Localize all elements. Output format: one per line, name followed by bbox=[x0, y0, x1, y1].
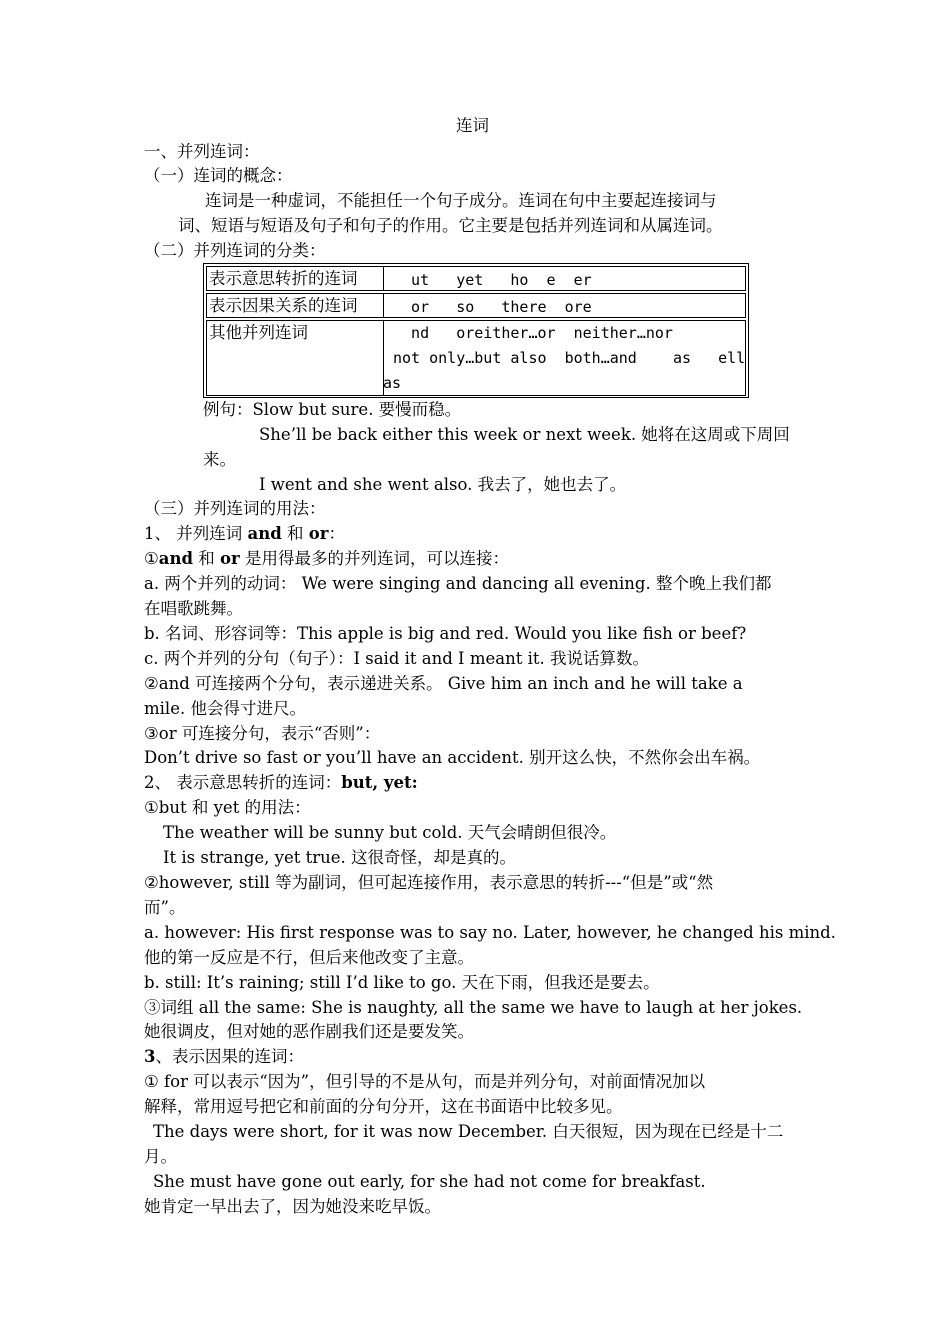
example-line: The weather will be sunny but cold. 天气会晴朗但很冷。 bbox=[163, 823, 617, 842]
example-line: 例句：Slow but sure. 要慢而稳。 bbox=[203, 400, 462, 419]
table-words: as bbox=[383, 374, 402, 392]
paragraph-line: mile. 他会得寸进尺。 bbox=[144, 699, 306, 718]
section-heading: 一、并列连词： bbox=[144, 142, 260, 161]
paragraph-line: c. 两个并列的分句（句子）：I said it and I meant it. 我说话算数。 bbox=[144, 649, 649, 668]
paragraph-line: 词、短语与短语及句子和句子的作用。它主要是包括并列连词和从属连词。 bbox=[178, 216, 723, 235]
table-label-cell bbox=[207, 267, 384, 290]
example-line: It is strange, yet true. 这很奇怪，却是真的。 bbox=[163, 848, 517, 867]
numbered-heading: 1、 并列连词 and 和 or： bbox=[144, 524, 345, 543]
numbered-heading: 3、表示因果的连词： bbox=[144, 1047, 304, 1066]
paragraph-line: ②however, still 等为副词，但可起连接作用，表示意思的转折---“但是”或“然 bbox=[144, 873, 714, 892]
paragraph-line: a. however: His first response was to say no. Later, however, he changed his mind. bbox=[144, 923, 836, 942]
paragraph-line: 连词是一种虚词，不能担任一个句子成分。连词在句中主要起连接词与 bbox=[205, 191, 717, 210]
paragraph-line: 她很调皮，但对她的恶作剧我们还是要发笑。 bbox=[144, 1022, 474, 1041]
paragraph-line: ①and 和 or 是用得最多的并列连词，可以连接： bbox=[144, 549, 509, 568]
table-row bbox=[206, 266, 746, 291]
paragraph-line: 在唱歌跳舞。 bbox=[144, 599, 243, 618]
example-line: She must have gone out early, for she had not come for breakfast. bbox=[153, 1172, 706, 1191]
table-label-cell bbox=[207, 321, 384, 395]
subsection-heading: （一）连词的概念： bbox=[144, 166, 293, 185]
example-line: She’ll be back either this week or next week. 她将在这周或下周回 bbox=[259, 425, 790, 444]
table-row bbox=[206, 320, 746, 396]
example-line: 月。 bbox=[144, 1147, 177, 1166]
paragraph-line: Don’t drive so fast or you’ll have an accident. 别开这么快，不然你会出车祸。 bbox=[144, 748, 761, 767]
example-line: The days were short, for it was now December. 白天很短，因为现在已经是十二 bbox=[153, 1122, 784, 1141]
table-label: 表示意思转折的连词 bbox=[209, 269, 358, 288]
table-words: or so there ore bbox=[393, 298, 592, 316]
paragraph-line: 解释，常用逗号把它和前面的分句分开，这在书面语中比较多见。 bbox=[144, 1097, 623, 1116]
paragraph-line: ②and 可连接两个分句，表示递进关系。 Give him an inch and he will take a bbox=[144, 674, 743, 693]
subsection-heading: （三）并列连词的用法： bbox=[144, 499, 326, 518]
table-label: 表示因果关系的连词 bbox=[209, 296, 358, 315]
paragraph-line: ③or 可连接分句，表示“否则”： bbox=[144, 724, 381, 743]
table-label: 其他并列连词 bbox=[209, 323, 308, 342]
table-words: nd oreither…or neither…nor bbox=[393, 324, 673, 342]
page-title: 连词 bbox=[456, 116, 489, 135]
table-label-cell bbox=[207, 294, 384, 317]
subsection-heading: （二）并列连词的分类： bbox=[144, 241, 326, 260]
table-row bbox=[206, 293, 746, 318]
paragraph-line: a. 两个并列的动词： We were singing and dancing all evening. 整个晚上我们都 bbox=[144, 574, 772, 593]
example-line: I went and she went also. 我去了，她也去了。 bbox=[259, 475, 627, 494]
paragraph-line: ①but 和 yet 的用法： bbox=[144, 798, 311, 817]
paragraph-line: 他的第一反应是不行，但后来他改变了主意。 bbox=[144, 948, 474, 967]
paragraph-line: ① for 可以表示“因为”，但引导的不是从句，而是并列分句，对前面情况加以 bbox=[144, 1072, 706, 1091]
conjunction-table bbox=[203, 263, 749, 398]
paragraph-line: ③词组 all the same: She is naughty, all the same we have to laugh at her jokes. bbox=[144, 998, 803, 1017]
table-words: ut yet ho e er bbox=[393, 271, 592, 289]
numbered-heading: 2、 表示意思转折的连词：but, yet: bbox=[144, 773, 418, 792]
example-line: 来。 bbox=[203, 450, 236, 469]
example-line: 她肯定一早出去了，因为她没来吃早饭。 bbox=[144, 1197, 441, 1216]
paragraph-line: 而”。 bbox=[144, 898, 186, 917]
paragraph-line: b. still: It’s raining; still I’d like to go. 天在下雨，但我还是要去。 bbox=[144, 973, 660, 992]
table-words: not only…but also both…and as ell bbox=[393, 349, 746, 367]
paragraph-line: b. 名词、形容词等：This apple is big and red. Would you like fish or beef? bbox=[144, 624, 747, 643]
